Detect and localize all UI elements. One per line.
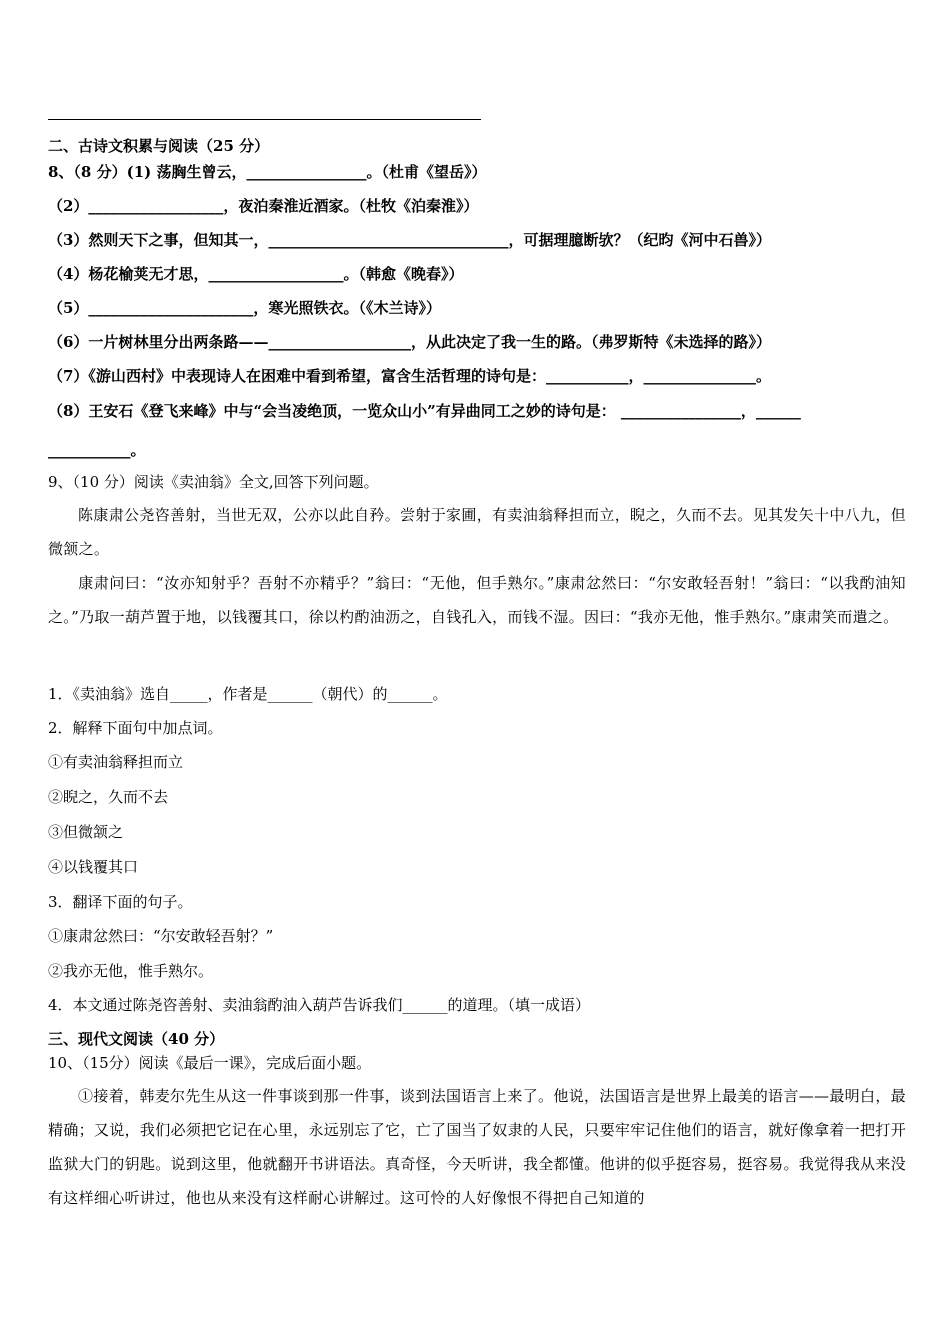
q9-question-3-item-1: ①康肃忿然曰：“尔安敢轻吾射？” (48, 927, 274, 945)
q9-question-1: 1．《卖油翁》选自_____，作者是______（朝代）的______。 (48, 685, 448, 703)
answer-blank-line (48, 119, 481, 120)
q9-passage-p1-text: 陈康肃公尧咨善射，当世无双，公亦以此自矜。尝射于家圃，有卖油翁释担而立，睨之，久而不去。见其发矢十中八九，但微颔之。 (48, 506, 906, 558)
q9-question-2-item-3: ③但微颔之 (48, 823, 124, 841)
q10-passage (48, 1079, 906, 1215)
q8-line-4: （4）杨花榆荚无才思，__________________。（韩愈《晚春》） (48, 265, 464, 283)
q8-line-7: （7）《游山西村》中表现诗人在困难中看到希望，富含生活哲理的诗句是：___________，_______________。 (48, 367, 771, 385)
q9-question-3: 3．翻译下面的句子。 (48, 893, 193, 911)
q9-question-2-item-1: ①有卖油翁释担而立 (48, 753, 184, 771)
q9-question-2-item-4: ④以钱覆其口 (48, 858, 139, 876)
q10-passage-text: ①接着，韩麦尔先生从这一件事谈到那一件事，谈到法国语言上来了。他说，法国语言是世界上最美的语言——最明白，最精确；又说，我们必须把它记在心里，永远别忘了它，亡了国当了奴隶的人民，只要牢牢记住他们的语言，就好像拿着一把打开监狱大门的钥匙。说到这里，他就翻开书讲语法。真奇怪，今天听讲，我全都懂。他讲的似乎挺容易，挺容易。我觉得我从来没有这样细心听讲过，他也从来没有这样耐心讲解过。这可怜的人好像恨不得把自己知道的 (48, 1087, 906, 1207)
q9-question-2: 2．解释下面句中加点词。 (48, 719, 223, 737)
section-3-heading: 三、现代文阅读（40 分） (48, 1030, 225, 1048)
q9-title: 9、（10 分）阅读《卖油翁》全文,回答下列问题。 (48, 473, 379, 491)
q8-line-3: （3）然则天下之事，但知其一，________________________________，可据理臆断欤？（纪昀《河中石兽》） (48, 231, 771, 249)
q9-question-4: 4．本文通过陈尧咨善射、卖油翁酌油入葫芦告诉我们______的道理。（填一成语） (48, 996, 591, 1014)
q8-line-8: （8）王安石《登飞来峰》中与“会当凌绝顶，一览众山小”有异曲同工之妙的诗句是： ________________，______ (48, 402, 801, 420)
q8-line-5: （5）______________________，寒光照铁衣。（《木兰诗》） (48, 299, 441, 317)
q9-passage-p1 (48, 498, 906, 566)
q10-title: 10、（15分）阅读《最后一课》，完成后面小题。 (48, 1054, 372, 1072)
q8-line-8-cont: ___________。 (48, 441, 146, 459)
q9-passage-p2 (48, 566, 906, 634)
q8-line-2: （2）__________________，夜泊秦淮近酒家。（杜牧《泊秦淮》） (48, 197, 479, 215)
section-2-heading: 二、古诗文积累与阅读（25 分） (48, 137, 270, 155)
q9-question-3-item-2: ②我亦无他，惟手熟尔。 (48, 962, 214, 980)
q9-question-2-item-2: ②睨之，久而不去 (48, 788, 169, 806)
q8-line-1: 8、（8 分）(1) 荡胸生曾云，________________。（杜甫《望岳》） (48, 163, 487, 181)
q8-line-6: （6）一片树林里分出两条路——___________________，从此决定了我一生的路。（弗罗斯特《未选择的路》） (48, 333, 771, 351)
q9-passage-p2-text: 康肃问曰：“汝亦知射乎？吾射不亦精乎？”翁曰：“无他，但手熟尔。”康肃忿然曰：“尔安敢轻吾射！”翁曰：“以我酌油知之。”乃取一葫芦置于地，以钱覆其口，徐以杓酌油沥之，自钱孔入，而钱不湿。因曰：“我亦无他，惟手熟尔。”康肃笑而遣之。 (48, 574, 906, 626)
